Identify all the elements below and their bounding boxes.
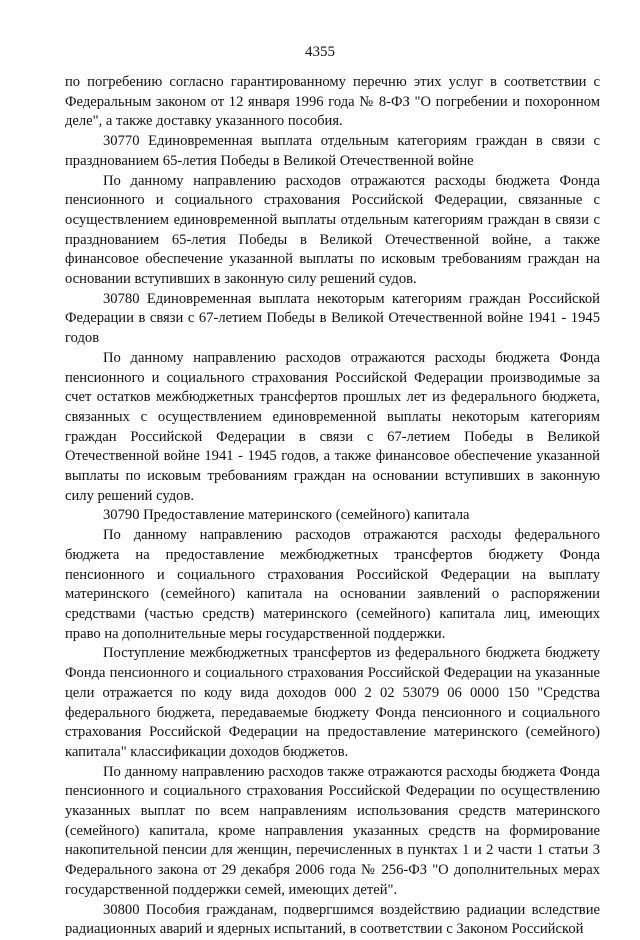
paragraph-30770-description: По данному направлению расходов отражаются расходы бюджета Фонда пенсионного и социального страхования Российской Федерации, связанные с осуществлением единовременной выплаты отдельным категориям граждан в связи с празднованием 65-летия Победы в Великой Отечественной войне, а также финансовое обеспечение указанной выплаты по исковым требованиям граждан на основании вступивших в законную силу решений судов. — [65, 172, 600, 288]
paragraph-30780-description: По данному направлению расходов отражаются расходы бюджета Фонда пенсионного и социального страхования Российской Федерации производимые за счет остатков межбюджетных трансфертов прошлых лет из федерального бюджета, связанных с осуществлением единовременной выплаты некоторым категориям граждан Российской Федерации в связи с 67-летием Победы в Великой Отечественной войне 1941 - 1945 годов, а также финансовое обеспечение указанной выплаты по исковым требованиям граждан на основании вступивших в законную силу решений судов. — [65, 349, 600, 504]
section-heading-30790: 30790 Предоставление материнского (семейного) капитала — [103, 507, 470, 524]
page-number: 4355 — [305, 44, 335, 60]
paragraph-30790-description: По данному направлению расходов отражаются расходы федерального бюджета на предоставление межбюджетных трансфертов бюджету Фонда пенсионного и социального страхования Российской Федерации на выплату материнского (семейного) капитала на основании заявлений о распоряжении средствами (частью средств) материнского (семейного) капитала лиц, имеющих право на дополнительные меры государственной поддержки. — [65, 527, 600, 642]
section-heading-30770: 30770 Единовременная выплата отдельным категориям граждан в связи с празднованием 65-летия Победы в Великой Отечественной войне — [65, 133, 600, 169]
section-heading-30780: 30780 Единовременная выплата некоторым категориям граждан Российской Федерации в связи с 67-летием Победы в Великой Отечественной войне 1941 - 1945 годов — [65, 290, 600, 347]
paragraph-30790-income-code: Поступление межбюджетных трансфертов из федерального бюджета бюджету Фонда пенсионного и социального страхования Российской Федерации на указанные цели отражается по коду вида доходов 000 2 02 53079 06 0000 150 "Средства федерального бюджета, передаваемые бюджету Фонда пенсионного и социального страхования Российской Федерации на предоставление материнского (семейного) капитала" классификации доходов бюджетов. — [65, 645, 600, 760]
document-body — [65, 73, 600, 940]
paragraph-continuation: по погребению согласно гарантированному перечню этих услуг в соответствии с Федеральным законом от 12 января 1996 года № 8-ФЗ "О погребении и похоронном деле", а также доставку указанного пособия. — [65, 74, 600, 130]
section-heading-30800: 30800 Пособия гражданам, подвергшимся воздействию радиации вследствие радиационных аварий и ядерных испытаний, в соответствии с Законом Российской — [65, 901, 600, 938]
paragraph-30790-additional: По данному направлению расходов также отражаются расходы бюджета Фонда пенсионного и социального страхования Российской Федерации по осуществлению указанных выплат по всем направлениям использования средств материнского (семейного) капитала, кроме направления указанных средств на формирование накопительной пенсии для женщин, перечисленных в пунктах 1 и 2 части 1 статьи 3 Федерального закона от 29 декабря 2006 года № 256-ФЗ "О дополнительных мерах государственной поддержки семей, имеющих детей". — [65, 763, 600, 898]
